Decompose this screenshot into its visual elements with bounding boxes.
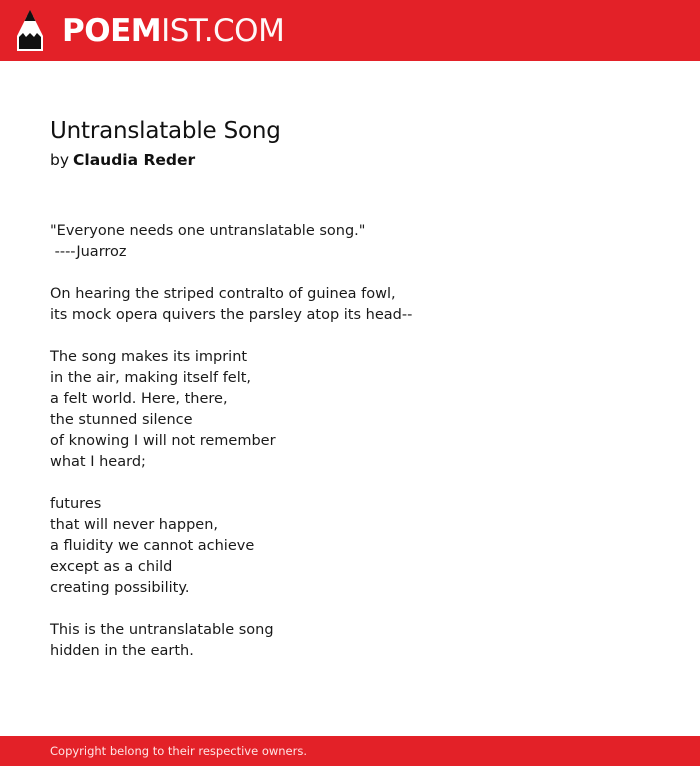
poem-line <box>50 263 660 284</box>
poem-line: a felt world. Here, there, <box>50 391 228 407</box>
poem-line: ----Juarroz <box>50 244 127 260</box>
poem-line <box>50 599 660 620</box>
poem-line: that will never happen, <box>50 517 218 533</box>
poem-line <box>50 326 660 347</box>
poem-line: of knowing I will not remember <box>50 433 276 449</box>
poem-line: the stunned silence <box>50 412 193 428</box>
pencil-icon[interactable] <box>17 10 43 51</box>
poem-line: The song makes its imprint <box>50 349 248 365</box>
poem-line: "Everyone needs one untranslatable song." <box>50 223 366 239</box>
poem-line: except as a child <box>50 559 173 575</box>
site-header <box>0 0 700 61</box>
by-label: by <box>50 151 70 169</box>
logo-bold-text: POEM <box>62 13 162 49</box>
poem-line: On hearing the striped contralto of guinea fowl, <box>50 286 396 302</box>
poem-body <box>50 221 660 662</box>
poem-line: its mock opera quivers the parsley atop its head-- <box>50 307 413 323</box>
author-name: Claudia Reder <box>73 151 196 169</box>
poem-line: futures <box>50 496 102 512</box>
site-footer <box>0 736 700 766</box>
poem-line: a fluidity we cannot achieve <box>50 538 255 554</box>
poem-title: Untranslatable Song <box>50 118 281 144</box>
poem-line: This is the untranslatable song <box>50 622 274 638</box>
poem-line: in the air, making itself felt, <box>50 370 252 386</box>
byline <box>50 149 660 171</box>
poem-line: what I heard; <box>50 454 146 470</box>
copyright-text: Copyright belong to their respective owners. <box>50 744 308 758</box>
logo-light-text: IST.COM <box>161 13 285 49</box>
poem-line: creating possibility. <box>50 580 190 596</box>
site-logo-link[interactable] <box>62 12 284 50</box>
poem-line <box>50 473 660 494</box>
poem-line: hidden in the earth. <box>50 643 194 659</box>
poem-content <box>50 116 660 662</box>
